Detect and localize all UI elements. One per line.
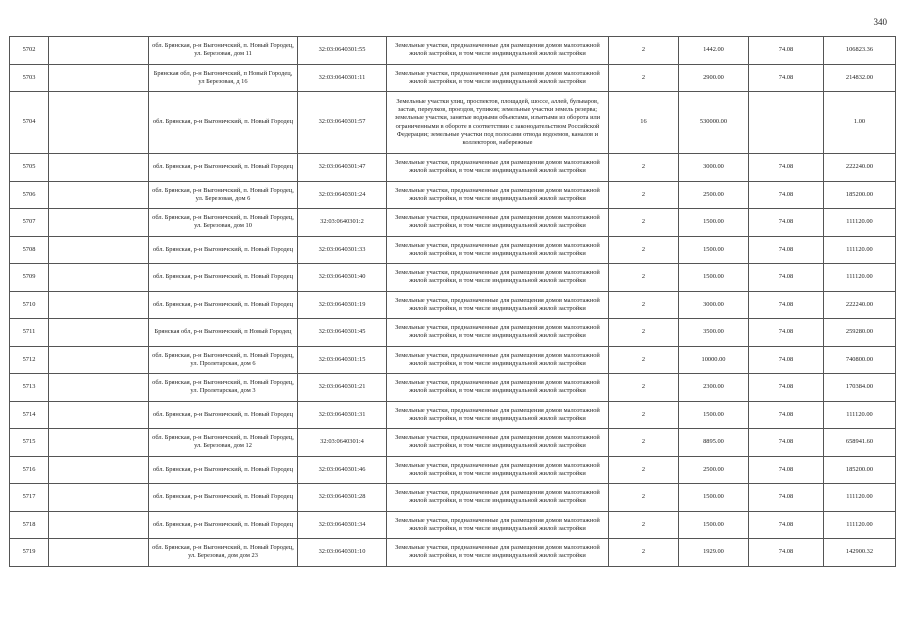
address-cell: обл. Брянская, р-н Выгоничский, п. Новый Городец: [149, 511, 298, 539]
area-cell: 1500.00: [679, 209, 749, 237]
address-cell: обл. Брянская, р-н Выгоничский, п. Новый Городец: [149, 484, 298, 512]
empty-cell: [49, 511, 149, 539]
area-cell: 1500.00: [679, 484, 749, 512]
cadastral-value-cell: 111120.00: [824, 209, 896, 237]
group-cell: 2: [609, 291, 679, 319]
cadastral-number-cell: 32:03:0640301:19: [298, 291, 387, 319]
table-row: [10, 511, 896, 539]
cadastral-number-cell: 32:03:0640301:47: [298, 154, 387, 182]
table-row: [10, 401, 896, 429]
rate-cell: 74.08: [749, 401, 824, 429]
land-purpose-cell: Земельные участки улиц, проспектов, площадей, шоссе, аллей, бульваров, застав, переулков, проездов, тупиков; земельные участки земель резерва; земельные участки, занятые водными объектами, изъятыми из оборота или ограниченными в обороте в соответствии с законодательством Российской Федерации; земельные участки под полосами отвода водоемов, каналов и коллекторов, набережные: [387, 92, 609, 154]
row-number-cell: 5719: [10, 539, 49, 567]
cadastral-number-cell: 32:03:0640301:24: [298, 181, 387, 209]
cadastral-number-cell: 32:03:0640301:34: [298, 511, 387, 539]
rate-cell: 74.08: [749, 37, 824, 65]
group-cell: 16: [609, 92, 679, 154]
address-cell: обл. Брянская, р-н Выгоничский, п. Новый Городец, ул. Березовая, дом 6: [149, 181, 298, 209]
area-cell: 2500.00: [679, 181, 749, 209]
empty-cell: [49, 456, 149, 484]
empty-cell: [49, 181, 149, 209]
cadastral-value-cell: 111120.00: [824, 401, 896, 429]
cadastral-value-cell: 214832.00: [824, 64, 896, 92]
address-cell: Брянская обл, р-н Выгоничский, п Новый Городец: [149, 319, 298, 347]
cadastral-number-cell: 32:03:0640301:11: [298, 64, 387, 92]
rate-cell: 74.08: [749, 484, 824, 512]
cadastral-number-cell: 32:03:0640301:45: [298, 319, 387, 347]
cadastral-number-cell: 32:03:0640301:4: [298, 429, 387, 457]
cadastral-value-cell: 185200.00: [824, 181, 896, 209]
address-cell: обл. Брянская, р-н Выгоничский, п. Новый Городец: [149, 236, 298, 264]
cadastral-value-cell: 222240.00: [824, 154, 896, 182]
land-purpose-cell: Земельные участки, предназначенные для размещения домов малоэтажной жилой застройки, в том числе индивидуальной жилой застройки: [387, 484, 609, 512]
cadastral-number-cell: 32:03:0640301:46: [298, 456, 387, 484]
cadastral-number-cell: 32:03:0640301:2: [298, 209, 387, 237]
rate-cell: 74.08: [749, 456, 824, 484]
table-row: [10, 484, 896, 512]
row-number-cell: 5712: [10, 346, 49, 374]
cadastral-value-cell: 740800.00: [824, 346, 896, 374]
empty-cell: [49, 64, 149, 92]
table-row: [10, 154, 896, 182]
address-cell: обл. Брянская, р-н Выгоничский, п. Новый Городец: [149, 92, 298, 154]
empty-cell: [49, 264, 149, 292]
empty-cell: [49, 92, 149, 154]
table-row: [10, 374, 896, 402]
area-cell: 2300.00: [679, 374, 749, 402]
group-cell: 2: [609, 64, 679, 92]
cadastral-value-cell: 185200.00: [824, 456, 896, 484]
group-cell: 2: [609, 456, 679, 484]
cadastral-number-cell: 32:03:0640301:31: [298, 401, 387, 429]
land-purpose-cell: Земельные участки, предназначенные для размещения домов малоэтажной жилой застройки, в том числе индивидуальной жилой застройки: [387, 346, 609, 374]
empty-cell: [49, 429, 149, 457]
area-cell: 3000.00: [679, 291, 749, 319]
area-cell: 2900.00: [679, 64, 749, 92]
table-row: [10, 64, 896, 92]
land-purpose-cell: Земельные участки, предназначенные для размещения домов малоэтажной жилой застройки, в том числе индивидуальной жилой застройки: [387, 511, 609, 539]
group-cell: 2: [609, 346, 679, 374]
address-cell: обл. Брянская, р-н Выгоничский, п. Новый Городец, ул. Березовая, дом 11: [149, 37, 298, 65]
land-purpose-cell: Земельные участки, предназначенные для размещения домов малоэтажной жилой застройки, в том числе индивидуальной жилой застройки: [387, 291, 609, 319]
group-cell: 2: [609, 209, 679, 237]
row-number-cell: 5705: [10, 154, 49, 182]
area-cell: 1500.00: [679, 511, 749, 539]
rate-cell: 74.08: [749, 64, 824, 92]
rate-cell: 74.08: [749, 429, 824, 457]
row-number-cell: 5708: [10, 236, 49, 264]
group-cell: 2: [609, 236, 679, 264]
cadastral-number-cell: 32:03:0640301:28: [298, 484, 387, 512]
empty-cell: [49, 37, 149, 65]
group-cell: 2: [609, 181, 679, 209]
cadastral-value-cell: 259280.00: [824, 319, 896, 347]
row-number-cell: 5710: [10, 291, 49, 319]
area-cell: 10000.00: [679, 346, 749, 374]
area-cell: 1500.00: [679, 401, 749, 429]
area-cell: 8895.00: [679, 429, 749, 457]
land-purpose-cell: Земельные участки, предназначенные для размещения домов малоэтажной жилой застройки, в том числе индивидуальной жилой застройки: [387, 264, 609, 292]
address-cell: обл. Брянская, р-н Выгоничский, п. Новый Городец: [149, 154, 298, 182]
cadastral-value-cell: 170384.00: [824, 374, 896, 402]
land-purpose-cell: Земельные участки, предназначенные для размещения домов малоэтажной жилой застройки, в том числе индивидуальной жилой застройки: [387, 236, 609, 264]
address-cell: обл. Брянская, р-н Выгоничский, п. Новый Городец: [149, 401, 298, 429]
rate-cell: [749, 92, 824, 154]
empty-cell: [49, 539, 149, 567]
rate-cell: 74.08: [749, 346, 824, 374]
row-number-cell: 5717: [10, 484, 49, 512]
area-cell: 2500.00: [679, 456, 749, 484]
empty-cell: [49, 209, 149, 237]
row-number-cell: 5711: [10, 319, 49, 347]
land-purpose-cell: Земельные участки, предназначенные для размещения домов малоэтажной жилой застройки, в том числе индивидуальной жилой застройки: [387, 401, 609, 429]
address-cell: обл. Брянская, р-н Выгоничский, п. Новый Городец, ул. Березовая, дом 12: [149, 429, 298, 457]
row-number-cell: 5713: [10, 374, 49, 402]
land-purpose-cell: Земельные участки, предназначенные для размещения домов малоэтажной жилой застройки, в том числе индивидуальной жилой застройки: [387, 37, 609, 65]
area-cell: 1500.00: [679, 236, 749, 264]
address-cell: обл. Брянская, р-н Выгоничский, п. Новый Городец, ул. Березовая, дом дом 23: [149, 539, 298, 567]
group-cell: 2: [609, 264, 679, 292]
rate-cell: 74.08: [749, 236, 824, 264]
land-purpose-cell: Земельные участки, предназначенные для размещения домов малоэтажной жилой застройки, в том числе индивидуальной жилой застройки: [387, 319, 609, 347]
cadastral-number-cell: 32:03:0640301:40: [298, 264, 387, 292]
address-cell: обл. Брянская, р-н Выгоничский, п. Новый Городец: [149, 456, 298, 484]
area-cell: 3000.00: [679, 154, 749, 182]
cadastral-number-cell: 32:03:0640301:10: [298, 539, 387, 567]
group-cell: 2: [609, 484, 679, 512]
cadastral-number-cell: 32:03:0640301:33: [298, 236, 387, 264]
row-number-cell: 5702: [10, 37, 49, 65]
group-cell: 2: [609, 154, 679, 182]
land-purpose-cell: Земельные участки, предназначенные для размещения домов малоэтажной жилой застройки, в том числе индивидуальной жилой застройки: [387, 374, 609, 402]
land-purpose-cell: Земельные участки, предназначенные для размещения домов малоэтажной жилой застройки, в том числе индивидуальной жилой застройки: [387, 539, 609, 567]
cadastral-value-table: [9, 36, 896, 567]
cadastral-number-cell: 32:03:0640301:21: [298, 374, 387, 402]
table-row: [10, 37, 896, 65]
area-cell: 1929.00: [679, 539, 749, 567]
cadastral-value-cell: 111120.00: [824, 264, 896, 292]
empty-cell: [49, 346, 149, 374]
group-cell: 2: [609, 374, 679, 402]
rate-cell: 74.08: [749, 154, 824, 182]
row-number-cell: 5709: [10, 264, 49, 292]
address-cell: обл. Брянская, р-н Выгоничский, п. Новый Городец, ул. Березовая, дом 10: [149, 209, 298, 237]
row-number-cell: 5703: [10, 64, 49, 92]
table-row: [10, 264, 896, 292]
address-cell: обл. Брянская, р-н Выгоничский, п. Новый Городец, ул. Пролетарская, дом 6: [149, 346, 298, 374]
table-row: [10, 429, 896, 457]
rate-cell: 74.08: [749, 511, 824, 539]
table-row: [10, 539, 896, 567]
row-number-cell: 5707: [10, 209, 49, 237]
cadastral-number-cell: 32:03:0640301:15: [298, 346, 387, 374]
cadastral-value-cell: 111120.00: [824, 236, 896, 264]
land-purpose-cell: Земельные участки, предназначенные для размещения домов малоэтажной жилой застройки, в том числе индивидуальной жилой застройки: [387, 154, 609, 182]
cadastral-value-cell: 658941.60: [824, 429, 896, 457]
table-row: [10, 291, 896, 319]
table-row: [10, 346, 896, 374]
empty-cell: [49, 291, 149, 319]
empty-cell: [49, 154, 149, 182]
group-cell: 2: [609, 539, 679, 567]
cadastral-value-cell: 111120.00: [824, 484, 896, 512]
address-cell: обл. Брянская, р-н Выгоничский, п. Новый Городец: [149, 264, 298, 292]
empty-cell: [49, 236, 149, 264]
cadastral-value-cell: 142900.32: [824, 539, 896, 567]
group-cell: 2: [609, 429, 679, 457]
address-cell: Брянская обл, р-н Выгоничский, п Новый Городец, ул Березовая, д 16: [149, 64, 298, 92]
row-number-cell: 5718: [10, 511, 49, 539]
rate-cell: 74.08: [749, 319, 824, 347]
area-cell: 3500.00: [679, 319, 749, 347]
area-cell: 1500.00: [679, 264, 749, 292]
row-number-cell: 5714: [10, 401, 49, 429]
cadastral-value-cell: 111120.00: [824, 511, 896, 539]
empty-cell: [49, 401, 149, 429]
land-purpose-cell: Земельные участки, предназначенные для размещения домов малоэтажной жилой застройки, в том числе индивидуальной жилой застройки: [387, 456, 609, 484]
group-cell: 2: [609, 37, 679, 65]
empty-cell: [49, 319, 149, 347]
row-number-cell: 5716: [10, 456, 49, 484]
cadastral-number-cell: 32:03:0640301:57: [298, 92, 387, 154]
rate-cell: 74.08: [749, 181, 824, 209]
land-purpose-cell: Земельные участки, предназначенные для размещения домов малоэтажной жилой застройки, в том числе индивидуальной жилой застройки: [387, 429, 609, 457]
empty-cell: [49, 374, 149, 402]
cadastral-value-cell: 106823.36: [824, 37, 896, 65]
table-row: [10, 209, 896, 237]
address-cell: обл. Брянская, р-н Выгоничский, п. Новый Городец, ул. Пролетарская, дом 3: [149, 374, 298, 402]
table-body: [10, 37, 896, 567]
area-cell: 530000.00: [679, 92, 749, 154]
land-purpose-cell: Земельные участки, предназначенные для размещения домов малоэтажной жилой застройки, в том числе индивидуальной жилой застройки: [387, 209, 609, 237]
cadastral-value-cell: 222240.00: [824, 291, 896, 319]
rate-cell: 74.08: [749, 209, 824, 237]
land-purpose-cell: Земельные участки, предназначенные для размещения домов малоэтажной жилой застройки, в том числе индивидуальной жилой застройки: [387, 181, 609, 209]
table-row: [10, 92, 896, 154]
area-cell: 1442.00: [679, 37, 749, 65]
cadastral-number-cell: 32:03:0640301:55: [298, 37, 387, 65]
table-row: [10, 319, 896, 347]
row-number-cell: 5715: [10, 429, 49, 457]
rate-cell: 74.08: [749, 291, 824, 319]
table-row: [10, 236, 896, 264]
page-number: 340: [873, 17, 887, 27]
table-row: [10, 456, 896, 484]
cadastral-value-cell: 1.00: [824, 92, 896, 154]
row-number-cell: 5706: [10, 181, 49, 209]
land-purpose-cell: Земельные участки, предназначенные для размещения домов малоэтажной жилой застройки, в том числе индивидуальной жилой застройки: [387, 64, 609, 92]
rate-cell: 74.08: [749, 374, 824, 402]
rate-cell: 74.08: [749, 539, 824, 567]
address-cell: обл. Брянская, р-н Выгоничский, п. Новый Городец: [149, 291, 298, 319]
rate-cell: 74.08: [749, 264, 824, 292]
table-row: [10, 181, 896, 209]
group-cell: 2: [609, 319, 679, 347]
group-cell: 2: [609, 511, 679, 539]
empty-cell: [49, 484, 149, 512]
group-cell: 2: [609, 401, 679, 429]
row-number-cell: 5704: [10, 92, 49, 154]
